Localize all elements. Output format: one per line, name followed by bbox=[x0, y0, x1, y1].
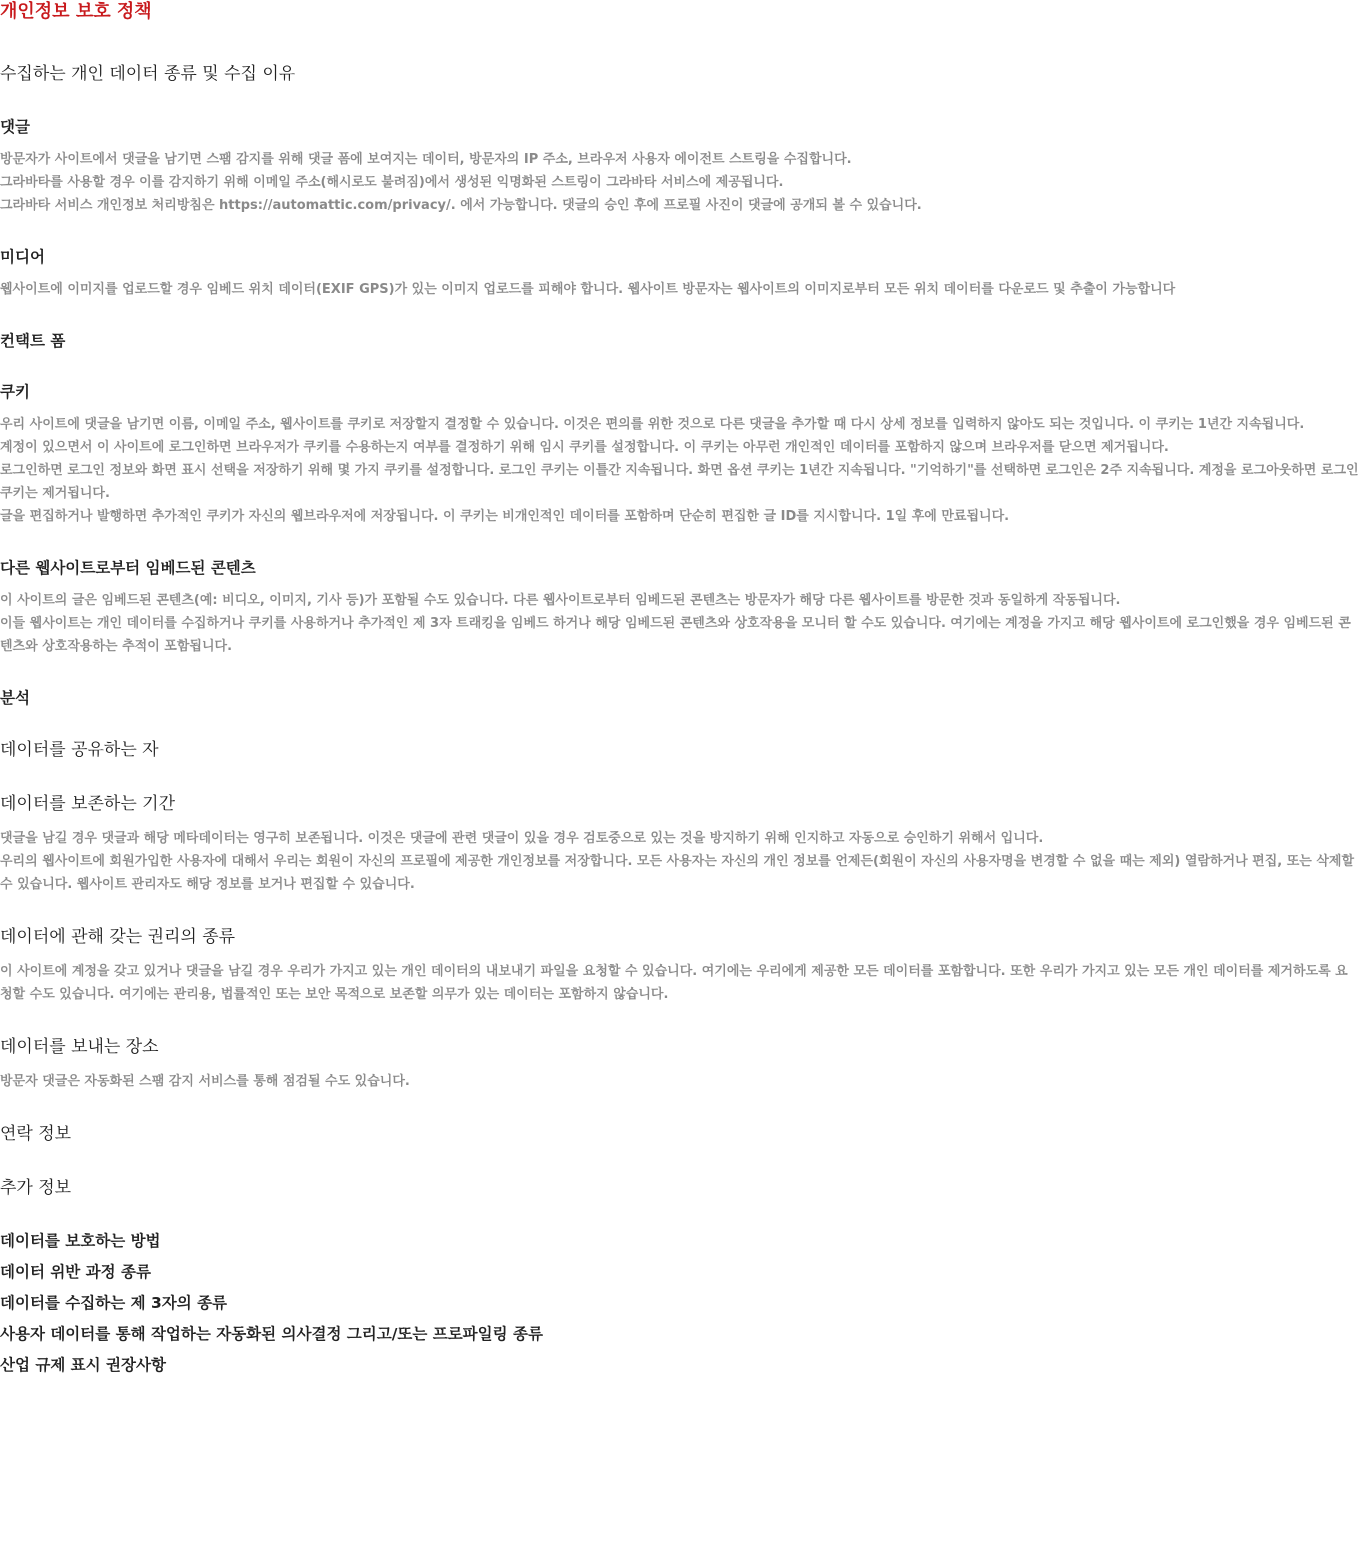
section-heading-comments: 댓글 bbox=[0, 118, 30, 136]
section-heading-retention: 데이터를 보존하는 기간 bbox=[0, 794, 176, 814]
paragraph-line: 그라바타 서비스 개인정보 처리방침은 https://automattic.com/privacy/. 에서 가능합니다. 댓글의 승인 후에 프로필 사진이 댓글에 공개되 볼 수 있습니다. bbox=[0, 198, 922, 213]
paragraph-line: 웹사이트에 이미지를 업로드할 경우 임베드 위치 데이터(EXIF GPS)가 있는 이미지 업로드를 피해야 합니다. 웹사이트 방문자는 웹사이트의 이미지로부터 모든 위치 데이터를 다운로드 및 추출이 가능합니다 bbox=[0, 282, 1176, 297]
paragraph-line: 우리 사이트에 댓글을 남기면 이름, 이메일 주소, 웹사이트를 쿠키로 저장할지 결정할 수 있습니다. 이것은 편의를 위한 것으로 다른 댓글을 추가할 때 다시 상세 정보를 입력하지 않아도 되는 것입니다. 이 쿠키는 1년간 지속됩니다. bbox=[0, 417, 1305, 432]
additional-item-regulatory: 산업 규제 표시 권장사항 bbox=[0, 1356, 166, 1374]
section-heading-media: 미디어 bbox=[0, 248, 45, 266]
additional-item-third-parties: 데이터를 수집하는 제 3자의 종류 bbox=[0, 1294, 228, 1312]
section-heading-cookies: 쿠키 bbox=[0, 383, 30, 401]
retention-paragraph bbox=[0, 827, 1360, 896]
section-heading-sending: 데이터를 보내는 장소 bbox=[0, 1037, 159, 1057]
paragraph-line: 방문자가 사이트에서 댓글을 남기면 스팸 감지를 위해 댓글 폼에 보여지는 데이터, 방문자의 IP 주소, 브라우저 사용자 에이전트 스트링을 수집합니다. bbox=[0, 152, 852, 167]
paragraph-line: 이 사이트의 글은 임베드된 콘텐츠(예: 비디오, 이미지, 기사 등)가 포함될 수도 있습니다. 다른 웹사이트로부터 임베드된 콘텐츠는 방문자가 해당 다른 웹사이트를 방문한 것과 동일하게 작동됩니다. bbox=[0, 593, 1121, 608]
section-heading-embedded: 다른 웹사이트로부터 임베드된 콘텐츠 bbox=[0, 559, 256, 577]
page-title: 개인정보 보호 정책 bbox=[0, 1, 152, 22]
paragraph-line: 로그인하면 로그인 정보와 화면 표시 선택을 저장하기 위해 몇 가지 쿠키를 설정합니다. 로그인 쿠키는 이틀간 지속됩니다. 화면 옵션 쿠키는 1년간 지속됩니다. "기억하기"를 선택하면 로그인은 2주 지속됩니다. 계정을 로그아웃하면 로그인 쿠키는 제거됩니다. bbox=[0, 463, 1359, 501]
paragraph-line: 방문자 댓글은 자동화된 스팸 감지 서비스를 통해 점검될 수도 있습니다. bbox=[0, 1074, 410, 1089]
rights-paragraph bbox=[0, 960, 1360, 1006]
sending-paragraph bbox=[0, 1070, 1360, 1093]
media-paragraph bbox=[0, 278, 1360, 301]
embedded-paragraph bbox=[0, 589, 1360, 658]
section-heading-additional: 추가 정보 bbox=[0, 1178, 72, 1198]
paragraph-line: 이 사이트에 계정을 갖고 있거나 댓글을 남길 경우 우리가 가지고 있는 개인 데이터의 내보내기 파일을 요청할 수 있습니다. 여기에는 우리에게 제공한 모든 데이터를 포함합니다. 또한 우리가 가지고 있는 모든 개인 데이터를 제거하도록 요청할 수도 있습니다. 여기에는 관리용, 법률적인 또는 보안 목적으로 보존할 의무가 있는 데이터는 포함하지 않습니다. bbox=[0, 964, 1348, 1002]
paragraph-line: 계정이 있으면서 이 사이트에 로그인하면 브라우저가 쿠키를 수용하는지 여부를 결정하기 위해 임시 쿠키를 설정합니다. 이 쿠키는 아무런 개인적인 데이터를 포함하지 않으며 브라우저를 닫으면 제거됩니다. bbox=[0, 440, 1169, 455]
paragraph-line: 우리의 웹사이트에 회원가입한 사용자에 대해서 우리는 회원이 자신의 프로필에 제공한 개인정보를 저장합니다. 모든 사용자는 자신의 개인 정보를 언제든(회원이 자신의 사용자명을 변경할 수 없을 때는 제외) 열람하거나 편집, 또는 삭제할 수 있습니다. 웹사이트 관리자도 해당 정보를 보거나 편집할 수 있습니다. bbox=[0, 854, 1355, 892]
paragraph-line: 글을 편집하거나 발행하면 추가적인 쿠키가 자신의 웹브라우저에 저장됩니다. 이 쿠키는 비개인적인 데이터를 포함하며 단순히 편집한 글 ID를 지시합니다. 1일 후에 만료됩니다. bbox=[0, 509, 1010, 524]
section-heading-contact-form: 컨택트 폼 bbox=[0, 332, 66, 350]
section-heading-sharing: 데이터를 공유하는 자 bbox=[0, 740, 159, 760]
section-heading-collected: 수집하는 개인 데이터 종류 및 수집 이유 bbox=[0, 64, 296, 84]
section-heading-analytics: 분석 bbox=[0, 689, 30, 707]
paragraph-line: 그라바타를 사용할 경우 이를 감지하기 위해 이메일 주소(해시로도 불려짐)에서 생성된 익명화된 스트링이 그라바타 서비스에 제공됩니다. bbox=[0, 175, 784, 190]
additional-item-breach: 데이터 위반 과정 종류 bbox=[0, 1263, 151, 1281]
paragraph-line: 이들 웹사이트는 개인 데이터를 수집하거나 쿠키를 사용하거나 추가적인 제 3자 트래킹을 임베드 하거나 해당 임베드된 콘텐츠와 상호작용을 모니터 할 수도 있습니다. 여기에는 계정을 가지고 해당 웹사이트에 로그인했을 경우 임베드된 콘텐츠와 상호작용하는 추적이 포함됩니다. bbox=[0, 616, 1351, 654]
comments-paragraph bbox=[0, 148, 1360, 217]
section-heading-contact-info: 연락 정보 bbox=[0, 1124, 72, 1144]
paragraph-line: 댓글을 남길 경우 댓글과 해당 메타데이터는 영구히 보존됩니다. 이것은 댓글에 관련 댓글이 있을 경우 검토중으로 있는 것을 방지하기 위해 인지하고 자동으로 승인하기 위해서 입니다. bbox=[0, 831, 1044, 846]
section-heading-rights: 데이터에 관해 갖는 권리의 종류 bbox=[0, 927, 236, 947]
additional-item-protection: 데이터를 보호하는 방법 bbox=[0, 1232, 161, 1250]
additional-item-profiling: 사용자 데이터를 통해 작업하는 자동화된 의사결정 그리고/또는 프로파일링 종류 bbox=[0, 1325, 543, 1343]
cookies-paragraph bbox=[0, 413, 1360, 528]
